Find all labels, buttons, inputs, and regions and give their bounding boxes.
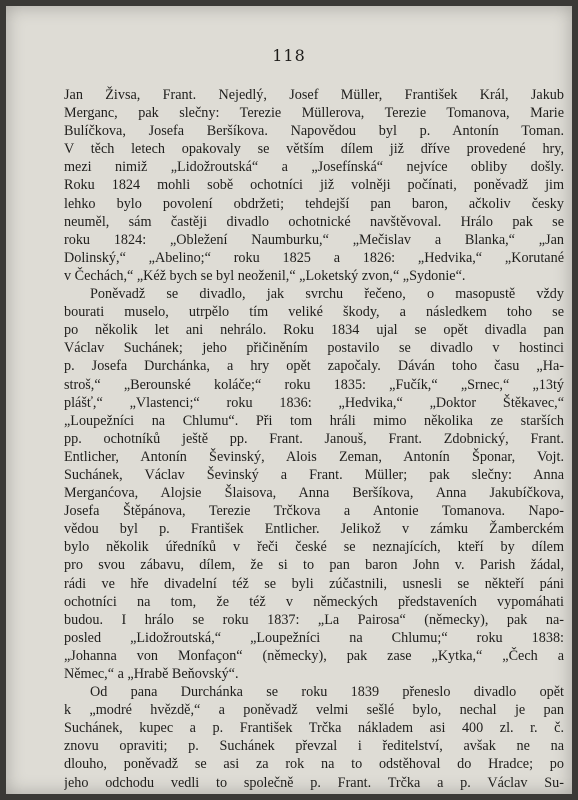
- text-line: Merganćova, Alojsie Šlaisova, Anna Beršíkova, Anna Jakubíčkova,: [64, 485, 564, 502]
- text-line: „Johanna von Monfaçon“ (německy), pak zase „Kytka,“ „Čech a: [64, 647, 564, 664]
- text-line: Jan Živsa, Frant. Nejedlý, Josef Müller, František Král, Jakub: [64, 87, 564, 103]
- text-line: roku 1824: „Obležení Naumburku,“ „Mečislav a Blanka,“ „Jan: [64, 231, 564, 248]
- text-line: po několik let ani nehrálo. Roku 1834 ujal se opět divadla pan: [64, 322, 564, 339]
- text-line: Merganc, pak slečny: Terezie Müllerova, Terezie Tomanova, Marie: [64, 105, 564, 122]
- page-number: 118: [272, 46, 306, 65]
- text-line: Němec,“ a „Hrabě Beňovský“.: [64, 666, 239, 682]
- text-line: posled „Lidožroutská,“ „Loupežníci na Chlumu;“ roku 1838:: [64, 629, 564, 646]
- text-line: stroš,“ „Berounské koláče;“ roku 1835: „Fučík,“ „Srnec,“ „13tý: [64, 376, 564, 393]
- body-text: [64, 86, 564, 792]
- text-line: v Čechách,“ „Kéž bych se byl neoženil,“ „Loketský zvon,“ „Sydonie“.: [64, 267, 466, 284]
- text-line: Václav Suchánek; jeho přičiněním postavilo se divadlo v hostinci: [64, 340, 564, 357]
- text-line: bourati muselo, utrpělo tím veliké škody, a následkem toho se: [64, 304, 564, 321]
- text-line: „Loupežníci na Chlumu“. Při tom hráli mimo několika ze starších: [64, 412, 564, 429]
- text-line: Josefa Štěpánova, Terezie Trčkova a Antonie Tomanova. Napo-: [64, 503, 564, 520]
- text-line: mezi nimiž „Lidožroutská“ a „Josefínská“ nejvíce obliby došly.: [64, 159, 564, 176]
- text-line: pp. ochotníků ještě pp. Frant. Janouš, Frant. Zdobnický, Frant.: [64, 430, 564, 447]
- text-line: pro svou zábavu, dílem, že si to pan baron John v. Parish žádal,: [64, 557, 564, 574]
- text-line: vědou byl p. František Entlicher. Jelikož v zámku Žamberckém: [64, 521, 564, 538]
- text-line: Od pana Durchánka se roku 1839 přeneslo divadlo opět: [90, 684, 564, 701]
- text-line: dlouho, poněvadž se asi za rok na to odstěhoval do Hradce; po: [64, 756, 564, 773]
- text-line: znovu opraviti; p. Suchánek převzal i ředitelství, avšak ne na: [64, 738, 564, 755]
- text-line: bylo několik úředníků v řeči české se neznajících, kteří by dílem: [64, 539, 564, 556]
- text-line: ochotníci na tom, že též v německých představeních vypomáhati: [64, 593, 564, 610]
- text-line: lehko bylo povolení obdržeti; tehdejší pan baron, ačkoliv česky: [64, 195, 564, 212]
- text-line: plášť,“ „Vlastenci;“ roku 1836: „Hedvika,“ „Doktor Štěkavec,“: [64, 394, 564, 411]
- text-line: Poněvadž se divadlo, jak svrchu řečeno, o masopustě vždy: [90, 286, 564, 303]
- text-line: Suchánek, Václav Ševinský a Frant. Müller; pak slečny: Anna: [64, 466, 564, 483]
- text-line: k „modré hvězdě,“ a poněvadž velmi sešlé bylo, nechal je pan: [64, 702, 564, 719]
- text-line: Roku 1824 mohli sobě ochotníci již volněji počínati, poněvadž jim: [64, 177, 564, 194]
- text-line: V těch letech opakovaly se větším dílem již dříve provedené hry,: [64, 141, 564, 158]
- text-line: jeho odchodu vedli to společně p. Frant. Trčka a p. Václav Su-: [64, 774, 564, 791]
- text-line: neuměl, sám častěji divadlo ochotnické navštěvoval. Hrálo pak se: [64, 213, 564, 230]
- text-line: Bulíčkova, Josefa Beršíkova. Napovědou byl p. Antonín Toman.: [64, 123, 564, 140]
- text-line: p. Josefa Durchánka, a hry opět započaly. Dáván toho času „Ha-: [64, 358, 564, 375]
- text-line: Dolinský,“ „Abelino;“ roku 1825 a 1826: „Hedvika,“ „Korutané: [64, 249, 564, 266]
- text-line: Suchánek, kupec a p. František Trčka nákladem asi 400 zl. r. č.: [64, 720, 564, 737]
- text-line: budou. I hrálo se roku 1837: „La Pairosa“ (německy), pak na-: [64, 611, 564, 628]
- text-line: Entlicher, Antonín Ševinský, Alois Zeman, Antonín Šponar, Vojt.: [64, 448, 564, 465]
- text-line: rádi ve hře divadelní též se byli zúčastnili, usnesli se někteří páni: [64, 575, 564, 592]
- book-page: [6, 6, 572, 794]
